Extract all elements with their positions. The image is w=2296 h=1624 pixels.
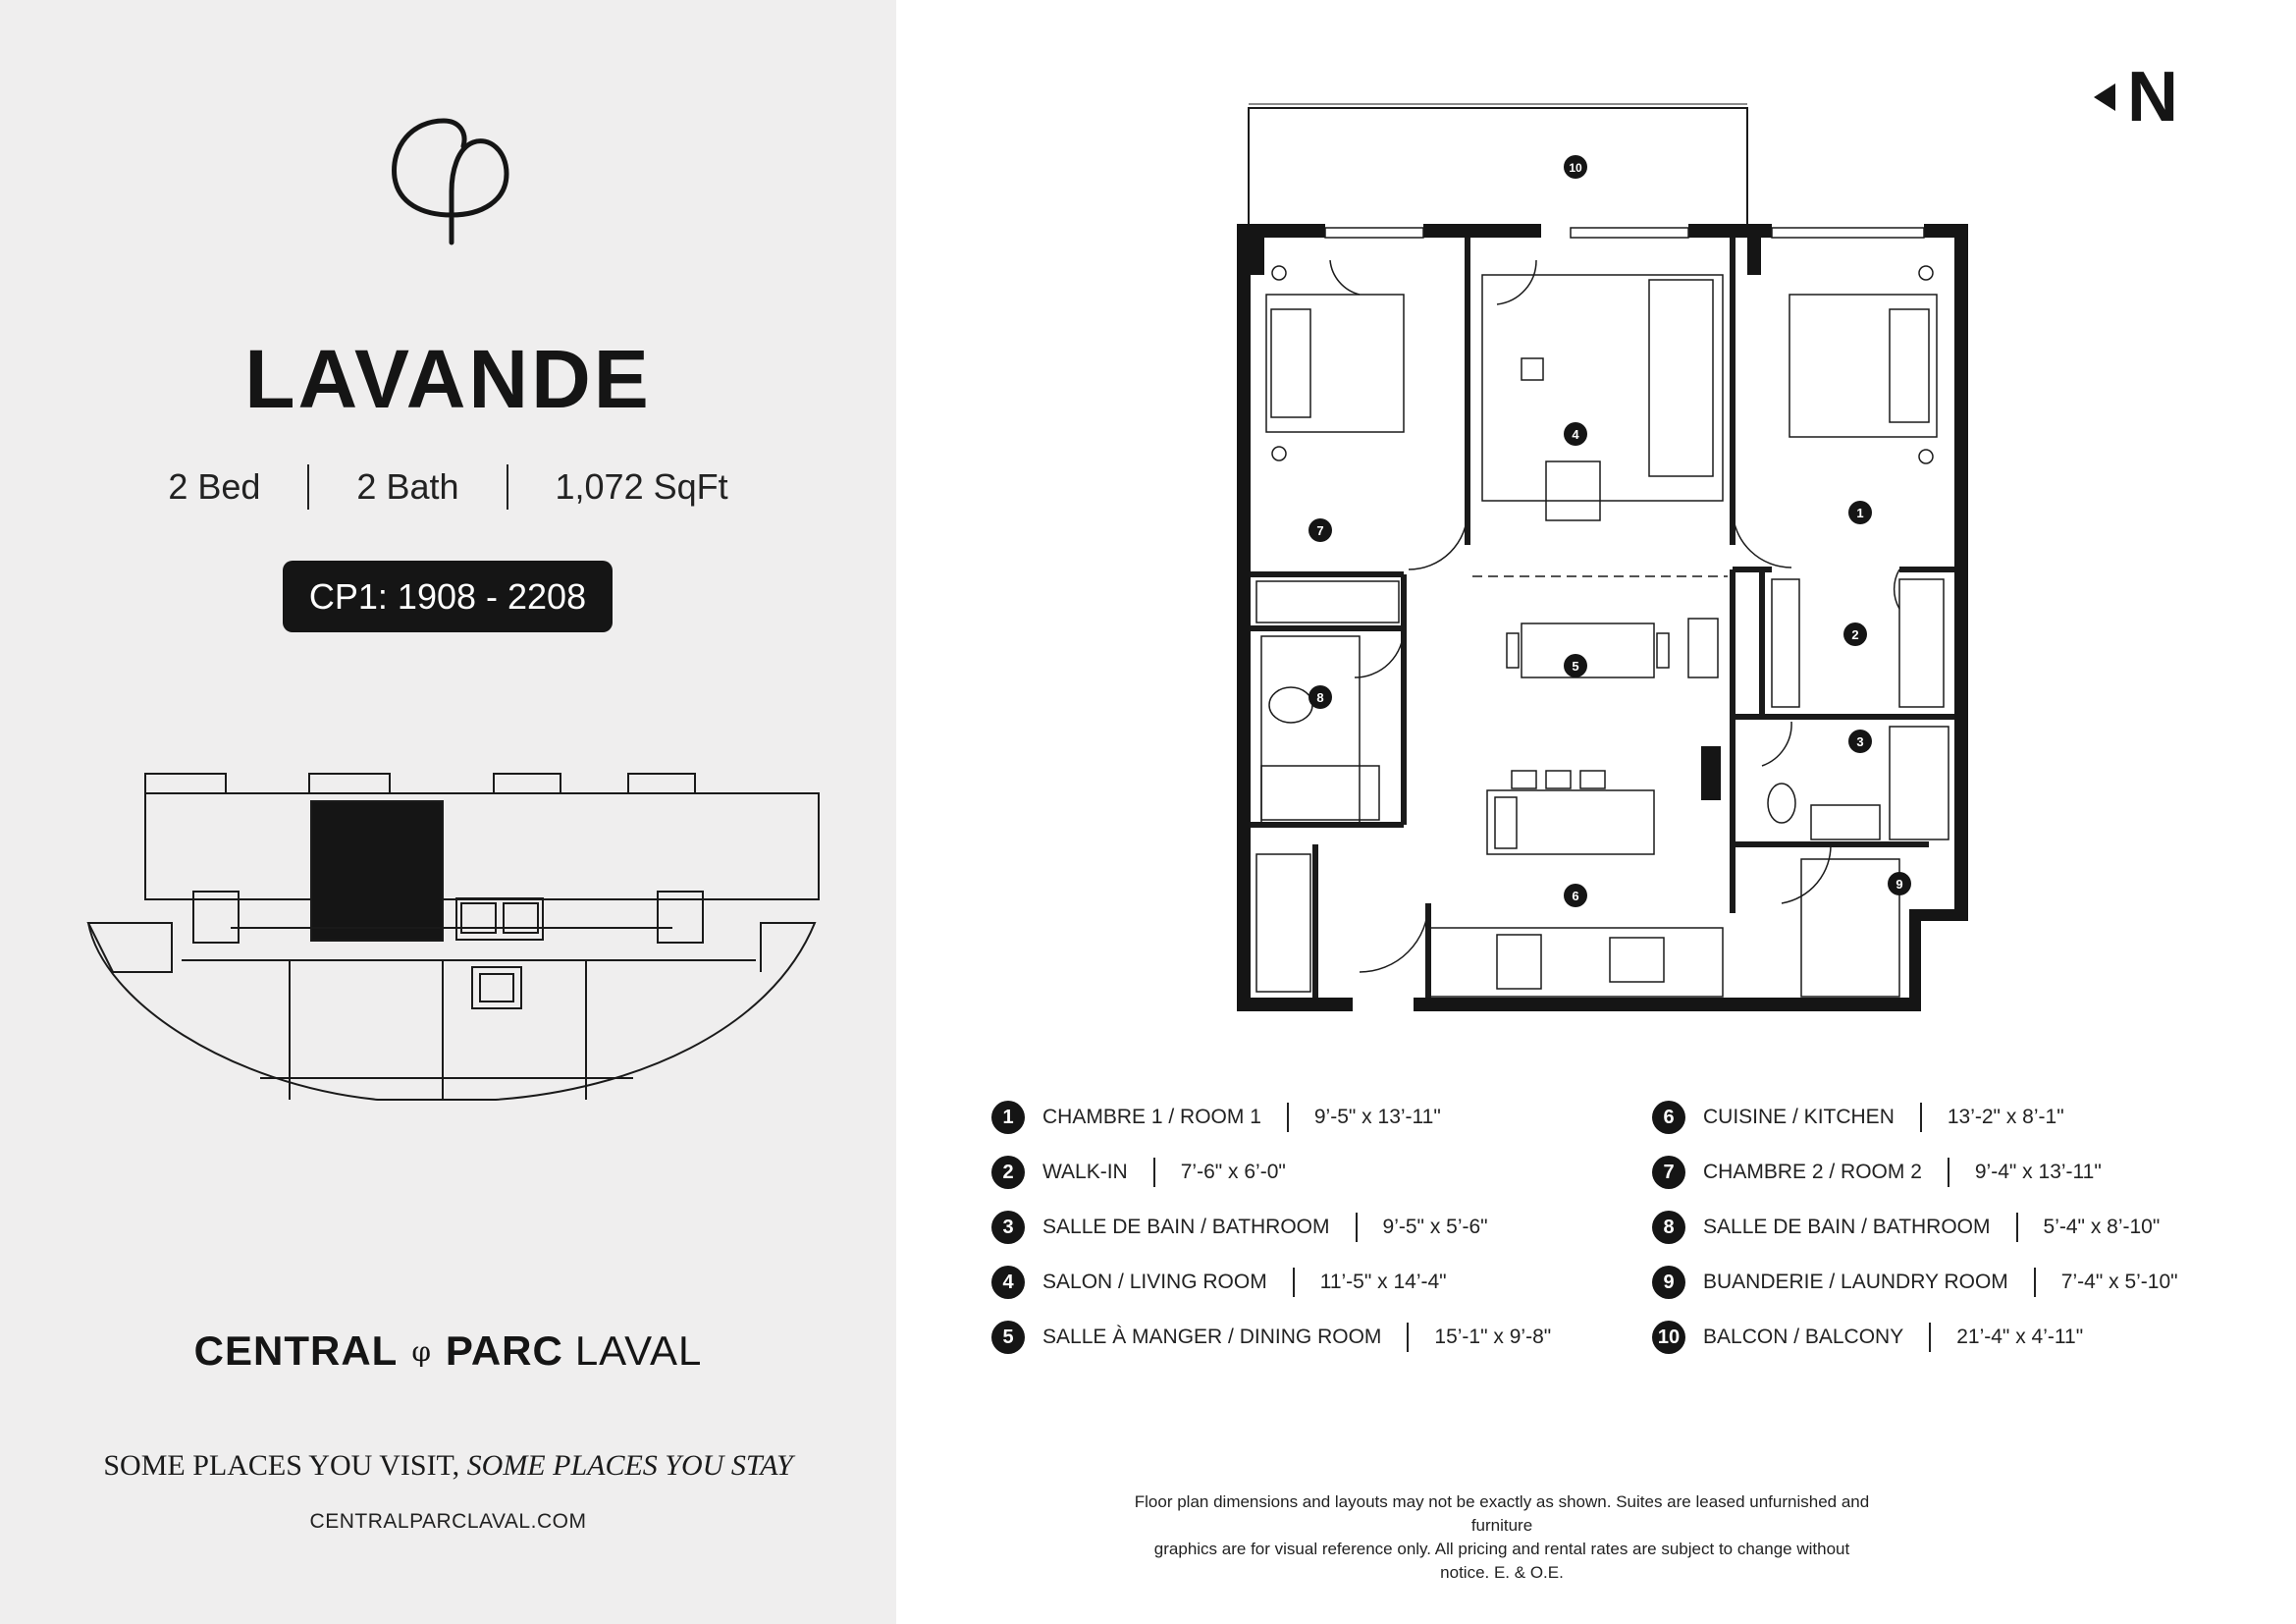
legend-number: 4 [991,1266,1025,1299]
legend-row [1652,1208,2160,1247]
legend-number: 2 [991,1156,1025,1189]
marker-3 [1848,730,1872,753]
divider [307,464,309,510]
divider [1948,1158,1949,1187]
floor-plan [1222,98,1988,1011]
room-legend [991,1098,2238,1392]
legend-room-dims: 21’-4" x 4’-11" [1956,1326,2084,1348]
legend-row [1652,1263,2178,1302]
unit-name: LAVANDE [244,333,652,425]
legend-row [1652,1318,2083,1357]
legend-room-name: SALLE À MANGER / DINING ROOM [1042,1326,1382,1348]
disclaimer-line1: Floor plan dimensions and layouts may not be exactly as shown. Suites are leased unfurnished and furniture [1134,1492,1870,1535]
website-link[interactable]: CENTRALPARCLAVAL.COM [309,1510,587,1533]
svg-text:5: 5 [1572,659,1579,674]
legend-row [991,1318,1551,1357]
legend-number: 5 [991,1321,1025,1354]
marker-1 [1848,501,1872,524]
key-plan [83,766,820,1119]
svg-text:10: 10 [1569,161,1582,175]
marker-2 [1843,623,1867,646]
legend-row [991,1098,1441,1137]
unit-numbers-badge: CP1: 1908 - 2208 [283,561,613,632]
marker-9 [1888,872,1911,895]
legend-room-name: SALON / LIVING ROOM [1042,1271,1267,1293]
svg-text:9: 9 [1896,877,1903,892]
legend-room-dims: 9’-5" x 13’-11" [1313,1106,1441,1128]
divider [1293,1268,1295,1297]
marker-8 [1308,685,1332,709]
legend-row [1652,1098,2064,1137]
legend-room-dims: 5’-4" x 8’-10" [2043,1216,2161,1238]
legend-room-name: WALK-IN [1042,1161,1128,1183]
legend-room-name: CHAMBRE 1 / ROOM 1 [1042,1106,1261,1128]
legend-number: 10 [1652,1321,1685,1354]
svg-text:3: 3 [1856,734,1864,749]
baths-count: 2 Bath [356,466,459,507]
divider [1287,1103,1289,1132]
marker-5 [1564,654,1587,677]
marker-6 [1564,884,1587,907]
legend-room-dims: 7’-6" x 6’-0" [1180,1161,1286,1183]
north-indicator [2094,58,2178,136]
divider [1356,1213,1358,1242]
divider [1153,1158,1155,1187]
brand-logo-icon [383,113,520,250]
marker-10 [1564,155,1587,179]
legend-number: 7 [1652,1156,1685,1189]
svg-text:2: 2 [1851,627,1859,642]
divider [507,464,508,510]
legend-room-dims: 13’-2" x 8’-1" [1947,1106,2064,1128]
legend-row [991,1263,1447,1302]
svg-text:4: 4 [1572,427,1579,442]
north-label: N [2127,58,2178,136]
brand-part2: PARC [445,1327,563,1374]
info-panel [0,0,896,1624]
tagline-regular: SOME PLACES YOU VISIT, [103,1449,467,1482]
legend-room-name: SALLE DE BAIN / BATHROOM [1703,1216,1991,1238]
divider [2034,1268,2036,1297]
legend-room-dims: 7’-4" x 5’-10" [2060,1271,2178,1293]
legend-room-name: CUISINE / KITCHEN [1703,1106,1895,1128]
legend-number: 9 [1652,1266,1685,1299]
divider [1920,1103,1922,1132]
legend-row [991,1208,1488,1247]
svg-text:8: 8 [1316,690,1324,705]
legend-number: 6 [1652,1101,1685,1134]
north-arrow-icon [2094,83,2115,111]
disclaimer [1129,1490,1875,1585]
legend-room-dims: 11’-5" x 14’-4" [1319,1271,1447,1293]
legend-room-name: BUANDERIE / LAUNDRY ROOM [1703,1271,2008,1293]
disclaimer-line2: graphics are for visual reference only. All pricing and rental rates are subject to change without notice. E. & O.E. [1153,1540,1850,1582]
legend-room-name: BALCON / BALCONY [1703,1326,1904,1348]
legend-number: 8 [1652,1211,1685,1244]
legend-number: 3 [991,1211,1025,1244]
exterior-walls [1237,224,1968,1011]
brand-symbol: φ [411,1334,432,1368]
divider [1407,1323,1409,1352]
tagline-italic: SOME PLACES YOU STAY [466,1449,793,1482]
legend-room-dims: 9’-4" x 13’-11" [1974,1161,2102,1183]
legend-room-dims: 15’-1" x 9’-8" [1434,1326,1552,1348]
divider [1929,1323,1931,1352]
legend-room-name: SALLE DE BAIN / BATHROOM [1042,1216,1330,1238]
highlighted-unit [311,801,443,941]
tagline [0,1449,896,1483]
marker-7 [1308,518,1332,542]
legend-room-name: CHAMBRE 2 / ROOM 2 [1703,1161,1922,1183]
divider [2016,1213,2018,1242]
legend-number: 1 [991,1101,1025,1134]
brand-wordmark [0,1327,896,1375]
beds-count: 2 Bed [168,466,261,507]
area-sqft: 1,072 SqFt [555,466,728,507]
legend-room-dims: 9’-5" x 5’-6" [1382,1216,1488,1238]
legend-row [1652,1153,2102,1192]
unit-specs [0,464,896,510]
legend-row [991,1153,1286,1192]
marker-4 [1564,422,1587,446]
svg-text:6: 6 [1572,889,1579,903]
plan-markers [1308,155,1911,907]
brand-part3: LAVAL [574,1327,703,1374]
brand-part1: CENTRAL [193,1327,399,1374]
svg-text:1: 1 [1856,506,1864,520]
svg-text:7: 7 [1316,523,1324,538]
